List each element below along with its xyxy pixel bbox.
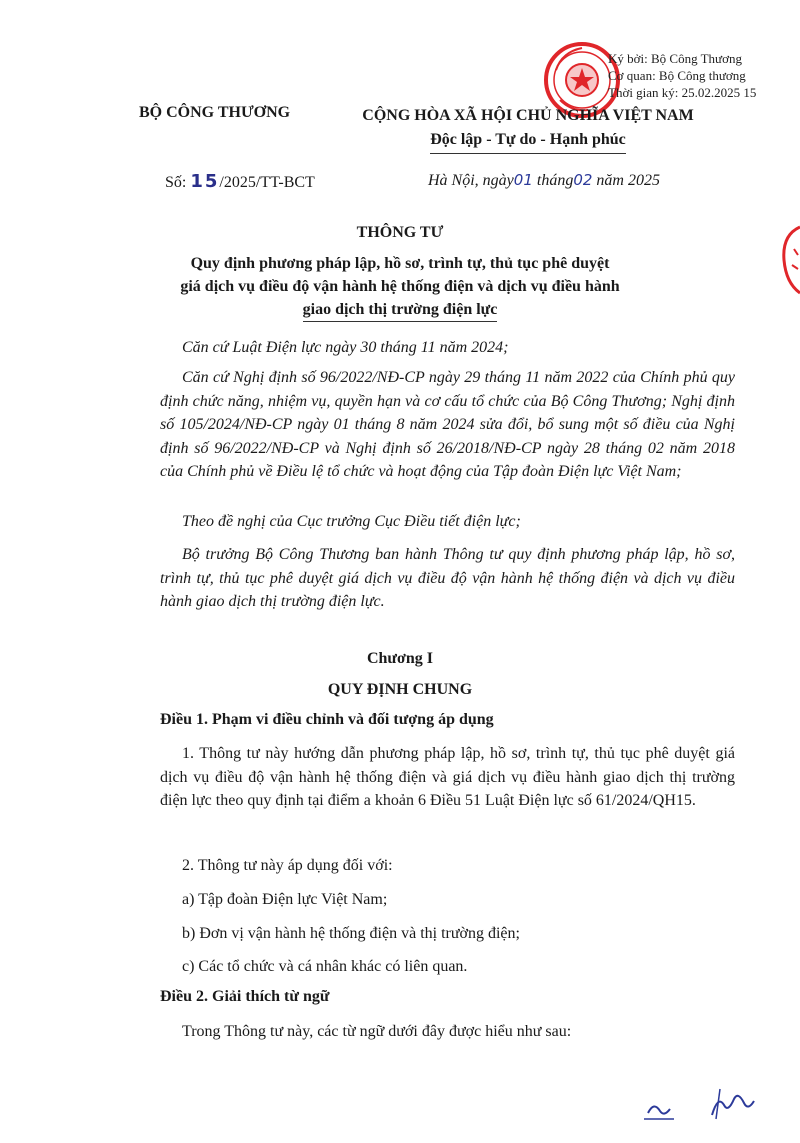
handwritten-month: 02 bbox=[573, 171, 593, 189]
preamble-proposal: Theo đề nghị của Cục trưởng Cục Điều tiết điện lực; bbox=[182, 513, 521, 530]
month-word: tháng bbox=[536, 172, 574, 189]
national-motto: Độc lập - Tự do - Hạnh phúc bbox=[430, 128, 626, 154]
article-1-point-b: b) Đơn vị vận hành hệ thống điện và thị trường điện; bbox=[182, 925, 520, 942]
article-1-clause-2: 2. Thông tư này áp dụng đối với: bbox=[182, 857, 393, 874]
number-suffix: /2025/TT-BCT bbox=[219, 174, 315, 191]
article-2-intro: Trong Thông tư này, các từ ngữ dưới đây được hiểu như sau: bbox=[182, 1023, 572, 1040]
preamble-decree: Căn cứ Nghị định số 96/2022/NĐ-CP ngày 29 tháng 11 năm 2022 của Chính phủ quy định chức năng, nhiệm vụ, quyền hạn và cơ cấu tổ chức của Bộ Công Thương; Nghị định số 105/2024/NĐ-CP ngày 01 tháng 8 năm 2024 sửa đổi, bổ sung một số điều của Nghị định số 96/2022/NĐ-CP và Nghị định số 26/2018/NĐ-CP ngày 28 tháng 02 năm 2018 của Chính phủ về Điều lệ tổ chức và hoạt động của Tập đoàn Điện lực Việt Nam; bbox=[160, 369, 735, 480]
handwritten-day: 01 bbox=[513, 171, 533, 189]
digital-signature-info bbox=[608, 50, 756, 101]
place-and-date bbox=[428, 171, 660, 190]
year-text: năm 2025 bbox=[596, 172, 660, 189]
chapter-name: QUY ĐỊNH CHUNG bbox=[327, 681, 473, 698]
number-prefix: Số: bbox=[165, 174, 187, 191]
national-header bbox=[343, 104, 713, 154]
document-number bbox=[165, 171, 315, 192]
issuer-name: BỘ CÔNG THƯƠNG bbox=[139, 104, 291, 121]
edge-seal-fragment bbox=[780, 225, 800, 295]
nation-name: CỘNG HÒA XÃ HỘI CHỦ NGHĨA VIỆT NAM bbox=[362, 107, 694, 124]
document-type: THÔNG TƯ bbox=[356, 224, 444, 241]
chapter-number: Chương I bbox=[366, 650, 434, 667]
article-1-point-c: c) Các tổ chức và cá nhân khác có liên quan. bbox=[182, 958, 468, 975]
subject-line-2: giá dịch vụ điều độ vận hành hệ thống điện và dịch vụ điều hành bbox=[180, 278, 620, 295]
article-1-heading: Điều 1. Phạm vi điều chỉnh và đối tượng áp dụng bbox=[160, 711, 494, 728]
article-2-heading: Điều 2. Giải thích từ ngữ bbox=[160, 988, 330, 1005]
handwritten-number: 15 bbox=[190, 171, 220, 192]
place-text: Hà Nội, ngày bbox=[428, 172, 514, 189]
document-subject bbox=[0, 252, 800, 322]
subject-line-1: Quy định phương pháp lập, hồ sơ, trình tự, thủ tục phê duyệt bbox=[190, 255, 610, 272]
subject-line-3: giao dịch thị trường điện lực bbox=[303, 298, 498, 322]
sign-time-line: Thời gian ký: 25.02.2025 15 bbox=[608, 85, 757, 100]
article-1-clause-1: 1. Thông tư này hướng dẫn phương pháp lập, hồ sơ, trình tự, thủ tục phê duyệt giá dịch vụ điều độ vận hành hệ thống điện và giá dịch vụ điều hành giao dịch thị trường điện lực theo quy định tại điểm a khoản 6 Điều 51 Luật Điện lực số 61/2024/QH15. bbox=[160, 745, 735, 809]
signer-line: Ký bởi: Bộ Công Thương bbox=[608, 51, 742, 66]
article-1-point-a: a) Tập đoàn Điện lực Việt Nam; bbox=[182, 891, 388, 908]
agency-line: Cơ quan: Bộ Công thương bbox=[608, 68, 746, 83]
preamble-issuance: Bộ trưởng Bộ Công Thương ban hành Thông tư quy định phương pháp lập, hồ sơ, trình tự, thủ tục phê duyệt giá dịch vụ điều độ vận hành hệ thống điện và dịch vụ điều hành giao dịch thị trường điện lực. bbox=[160, 546, 735, 610]
preamble-law: Căn cứ Luật Điện lực ngày 30 tháng 11 năm 2024; bbox=[182, 339, 509, 356]
initials-signature bbox=[640, 1075, 760, 1125]
